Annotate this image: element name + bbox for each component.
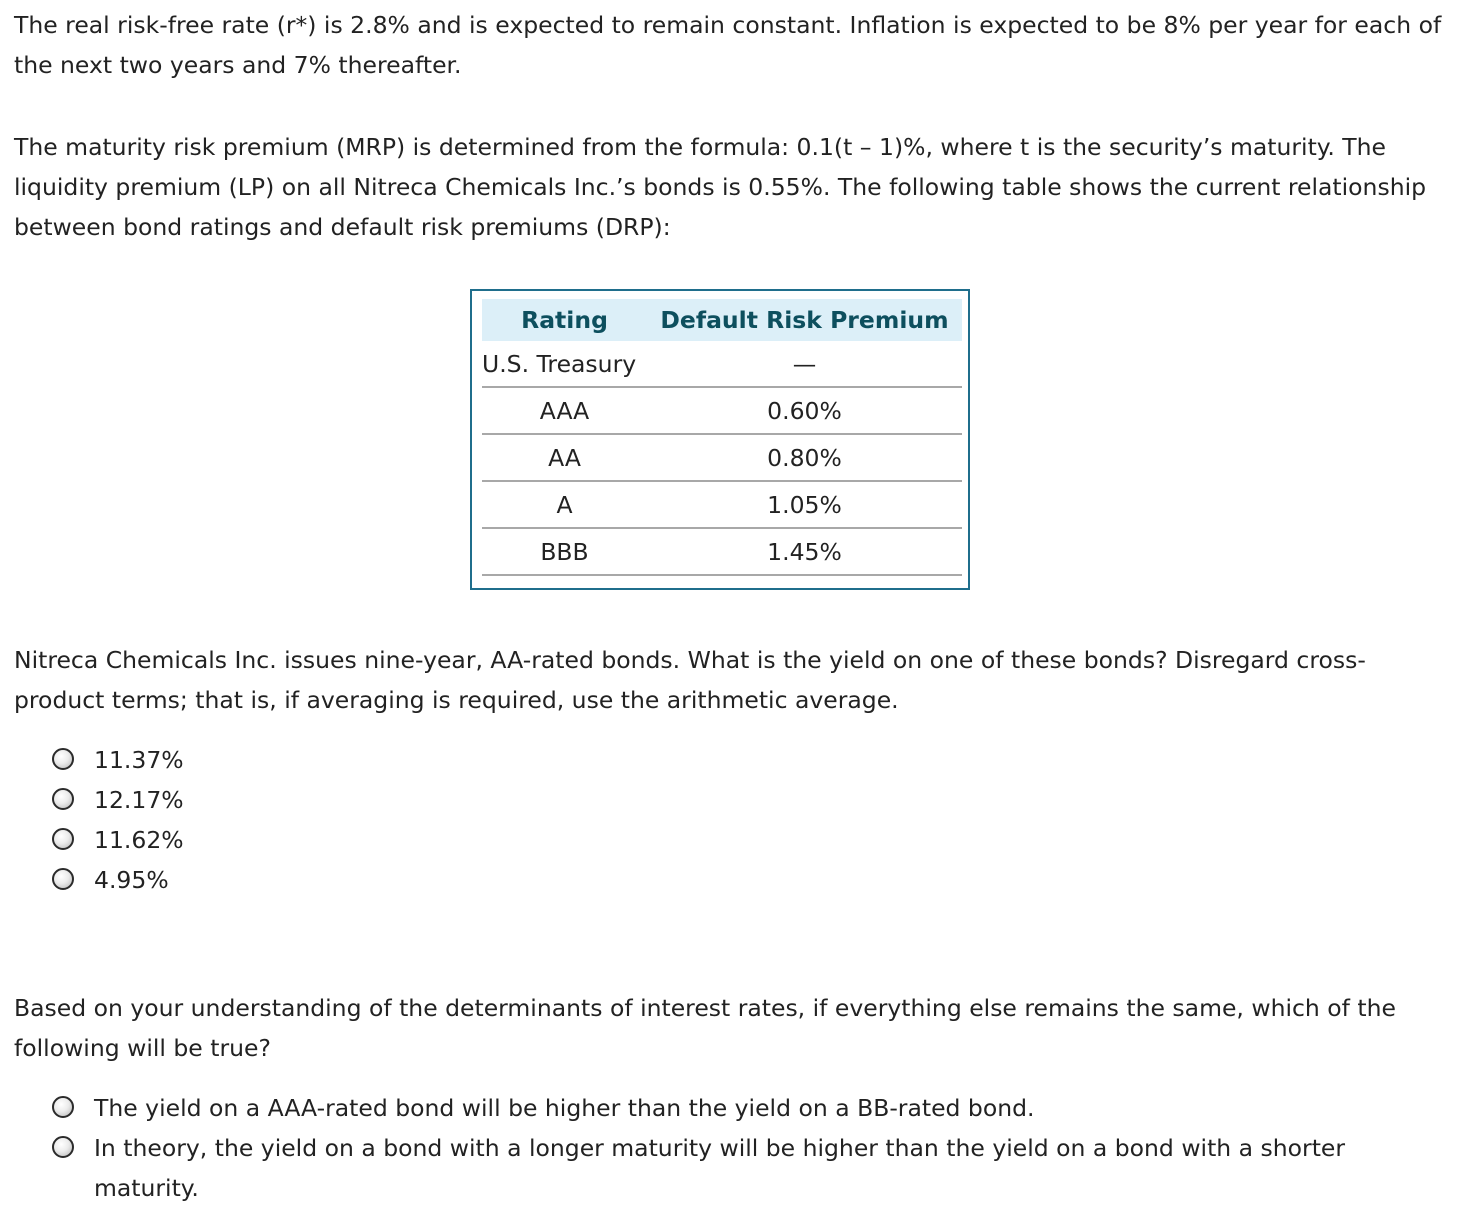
radio-button[interactable]	[52, 788, 74, 810]
answer-option[interactable]	[52, 820, 1454, 860]
answer-option[interactable]	[52, 1088, 1454, 1128]
option-label: The yield on a AAA-rated bond will be higher than the yield on a BB-rated bond.	[94, 1094, 1035, 1122]
option-label: 4.95%	[94, 866, 169, 894]
table-header-row	[482, 299, 962, 341]
table-row	[482, 341, 962, 387]
radio-button[interactable]	[52, 1136, 74, 1158]
table-row	[482, 387, 962, 434]
header-default-risk-premium: Default Risk Premium	[647, 299, 962, 341]
table-row	[482, 481, 962, 528]
premium-cell: —	[647, 341, 962, 387]
premium-cell: 0.80%	[647, 434, 962, 481]
option-label: 11.37%	[94, 746, 184, 774]
answer-option[interactable]	[52, 860, 1454, 900]
intro-paragraph-2: The maturity risk premium (MRP) is determined from the formula: 0.1(t – 1)%, where t is the security’s maturity. The liquidity premium (LP) on all Nitreca Chemicals Inc.’s bonds is 0.55%. The following table shows the current relationship between bond ratings and default risk premiums (DRP):	[14, 133, 1427, 241]
rating-cell: U.S. Treasury	[482, 341, 647, 387]
intro-paragraph-1: The real risk-free rate (r*) is 2.8% and is expected to remain constant. Inflation is expected to be 8% per year for each of the next two years and 7% thereafter.	[14, 11, 1442, 79]
answer-option[interactable]	[52, 1128, 1454, 1208]
radio-button[interactable]	[52, 828, 74, 850]
question-content	[14, 5, 1454, 1208]
header-rating: Rating	[482, 299, 647, 341]
question-2-text: Based on your understanding of the determinants of interest rates, if everything else remains the same, which of the following will be true?	[14, 994, 1396, 1062]
premium-cell: 1.05%	[647, 481, 962, 528]
drp-table-container	[470, 289, 970, 590]
table-row	[482, 434, 962, 481]
rating-cell: AA	[482, 434, 647, 481]
answer-option[interactable]	[52, 740, 1454, 780]
question-1-options	[14, 740, 1454, 900]
question-1-text: Nitreca Chemicals Inc. issues nine-year, AA-rated bonds. What is the yield on one of these bonds? Disregard cross-product terms; that is, if averaging is required, use the arithmetic average.	[14, 646, 1366, 714]
option-label: 12.17%	[94, 786, 184, 814]
answer-option[interactable]	[52, 780, 1454, 820]
table-row	[482, 528, 962, 575]
option-label: In theory, the yield on a bond with a longer maturity will be higher than the yield on a bond with a shorter maturity.	[94, 1134, 1346, 1202]
option-label: 11.62%	[94, 826, 184, 854]
radio-button[interactable]	[52, 868, 74, 890]
rating-cell: A	[482, 481, 647, 528]
rating-cell: AAA	[482, 387, 647, 434]
premium-cell: 0.60%	[647, 387, 962, 434]
premium-cell: 1.45%	[647, 528, 962, 575]
drp-table	[482, 299, 962, 576]
radio-button[interactable]	[52, 1096, 74, 1118]
radio-button[interactable]	[52, 748, 74, 770]
question-2-options	[14, 1088, 1454, 1208]
rating-cell: BBB	[482, 528, 647, 575]
